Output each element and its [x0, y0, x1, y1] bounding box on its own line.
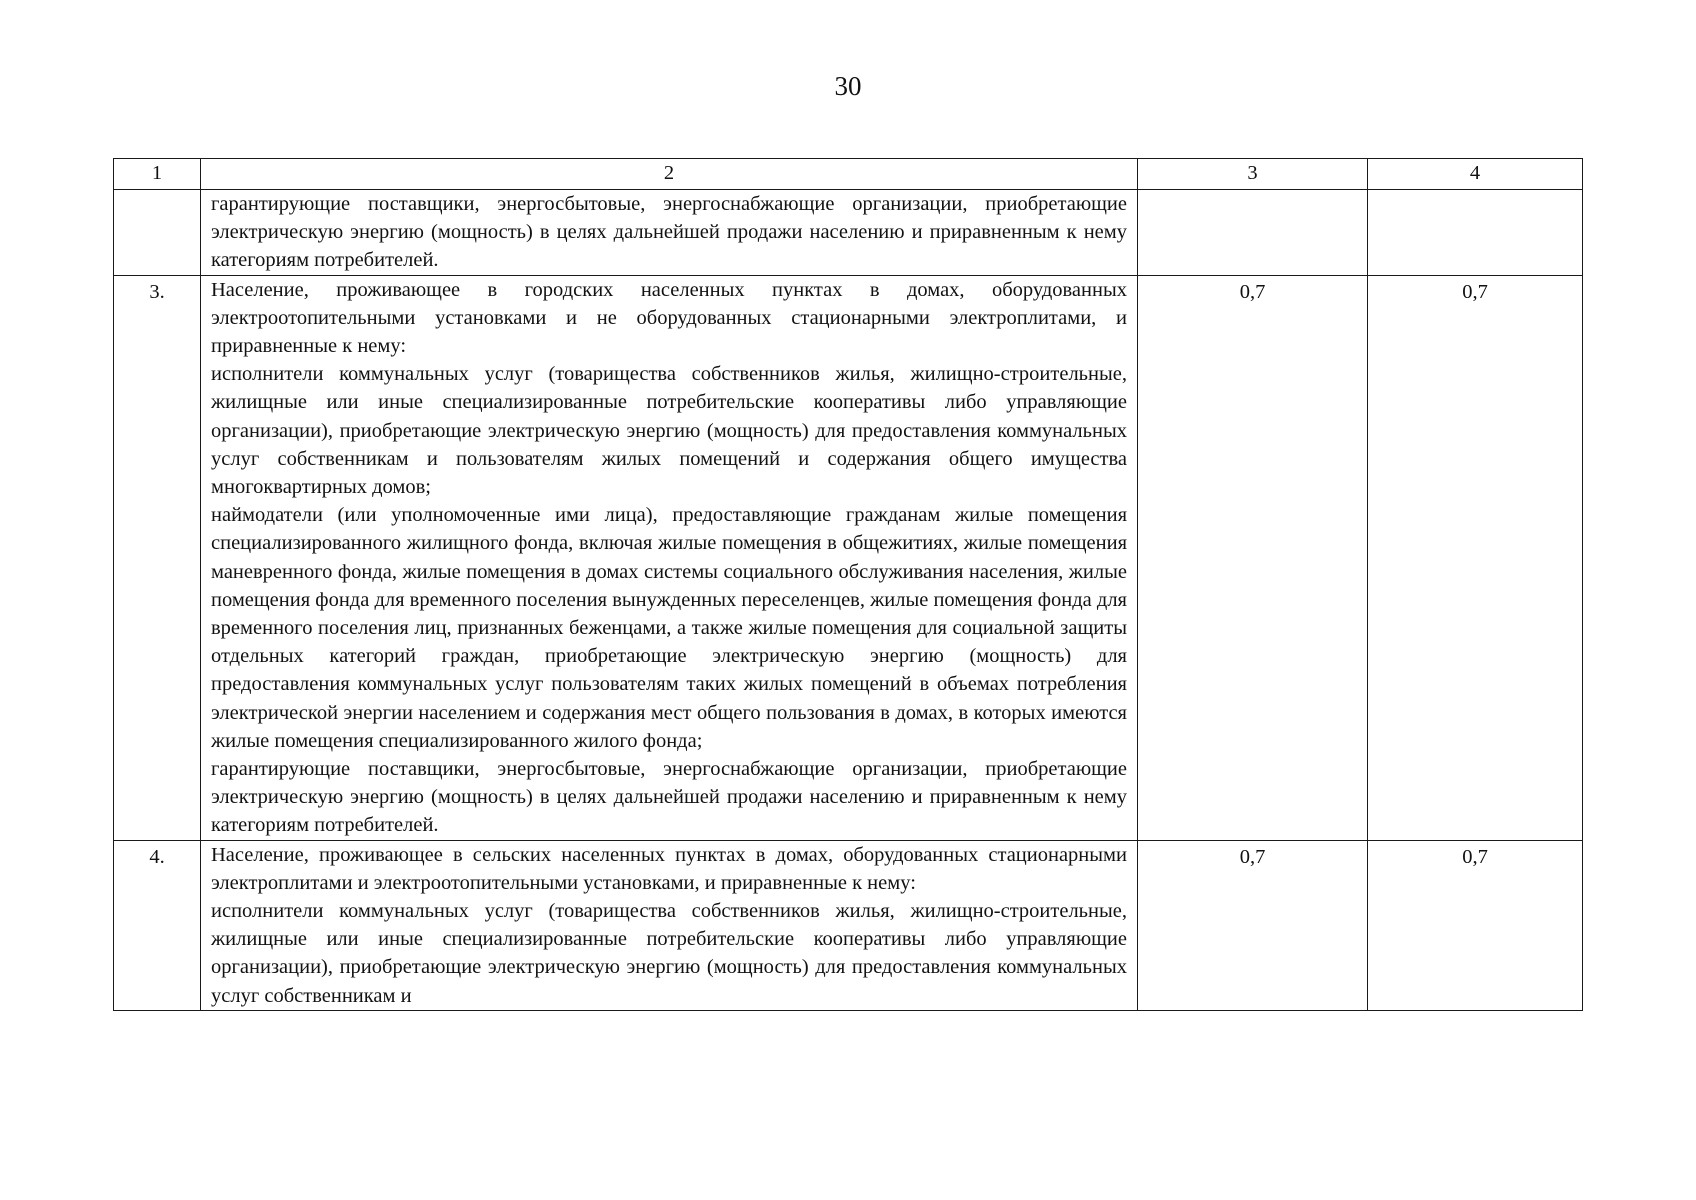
row-description [201, 190, 1138, 276]
table-header-row [114, 159, 1583, 190]
row-value-col-4 [1368, 190, 1583, 276]
table-row [114, 275, 1583, 840]
table-row [114, 840, 1583, 1010]
description-paragraph: гарантирующие поставщики, энергосбытовые, энергоснабжающие организации, приобретающие электрическую энергию (мощность) в целях дальнейшей продажи населению и приравненным к нему категориям потребителей. [211, 193, 1127, 272]
description-paragraph: исполнители коммунальных услуг (товарищества собственников жилья, жилищно-строительные, жилищные или иные специализированные потребительские кооперативы либо управляющие организации), приобретающие электрическую энергию (мощность) для предоставления коммунальных услуг собственникам и [211, 900, 1127, 1007]
row-value-col-4: 0,7 [1368, 275, 1583, 840]
description-paragraph: Население, проживающее в сельских населенных пунктах в домах, оборудованных стационарными электроплитами и электроотопительными установками, и приравненные к нему: [211, 843, 1127, 894]
row-number: 3. [114, 275, 201, 840]
row-value-col-3: 0,7 [1138, 840, 1368, 1010]
header-col-4: 4 [1368, 159, 1583, 190]
row-number: 4. [114, 840, 201, 1010]
header-col-3: 3 [1138, 159, 1368, 190]
row-value-col-3 [1138, 190, 1368, 276]
description-paragraph: наймодатели (или уполномоченные ими лица), предоставляющие гражданам жилые помещения специализированного жилищного фонда, включая жилые помещения в общежитиях, жилые помещения маневренного фонда, жилые помещения в домах системы социального обслуживания населения, жилые помещения фонда для временного поселения вынужденных переселенцев, жилые помещения фонда для временного поселения лиц, признанных беженцами, а также жилые помещения для социальной защиты отдельных категорий граждан, приобретающие электрическую энергию (мощность) для предоставления коммунальных услуг пользователям таких жилых помещений в объемах потребления электрической энергии населением и содержания мест общего пользования в домах, в которых имеются жилые помещения специализированного жилого фонда; [211, 504, 1127, 752]
row-number [114, 190, 201, 276]
tariff-table [113, 158, 1583, 1011]
row-description [201, 840, 1138, 1010]
table-row [114, 190, 1583, 276]
row-value-col-4: 0,7 [1368, 840, 1583, 1010]
row-value-col-3: 0,7 [1138, 275, 1368, 840]
row-description [201, 275, 1138, 840]
description-paragraph: исполнители коммунальных услуг (товарищества собственников жилья, жилищно-строительные, жилищные или иные специализированные потребительские кооперативы либо управляющие организации), приобретающие электрическую энергию (мощность) для предоставления коммунальных услуг собственникам и пользователям жилых помещений и содержания общего имущества многоквартирных домов; [211, 363, 1127, 499]
description-paragraph: гарантирующие поставщики, энергосбытовые, энергоснабжающие организации, приобретающие электрическую энергию (мощность) в целях дальнейшей продажи населению и приравненным к нему категориям потребителей. [211, 758, 1127, 837]
header-col-1: 1 [114, 159, 201, 190]
page-number: 30 [834, 71, 862, 101]
description-paragraph: Население, проживающее в городских населенных пунктах в домах, оборудованных электроотопительными установками и не оборудованных стационарными электроплитами, и приравненные к нему: [211, 278, 1127, 358]
header-col-2: 2 [201, 159, 1138, 190]
